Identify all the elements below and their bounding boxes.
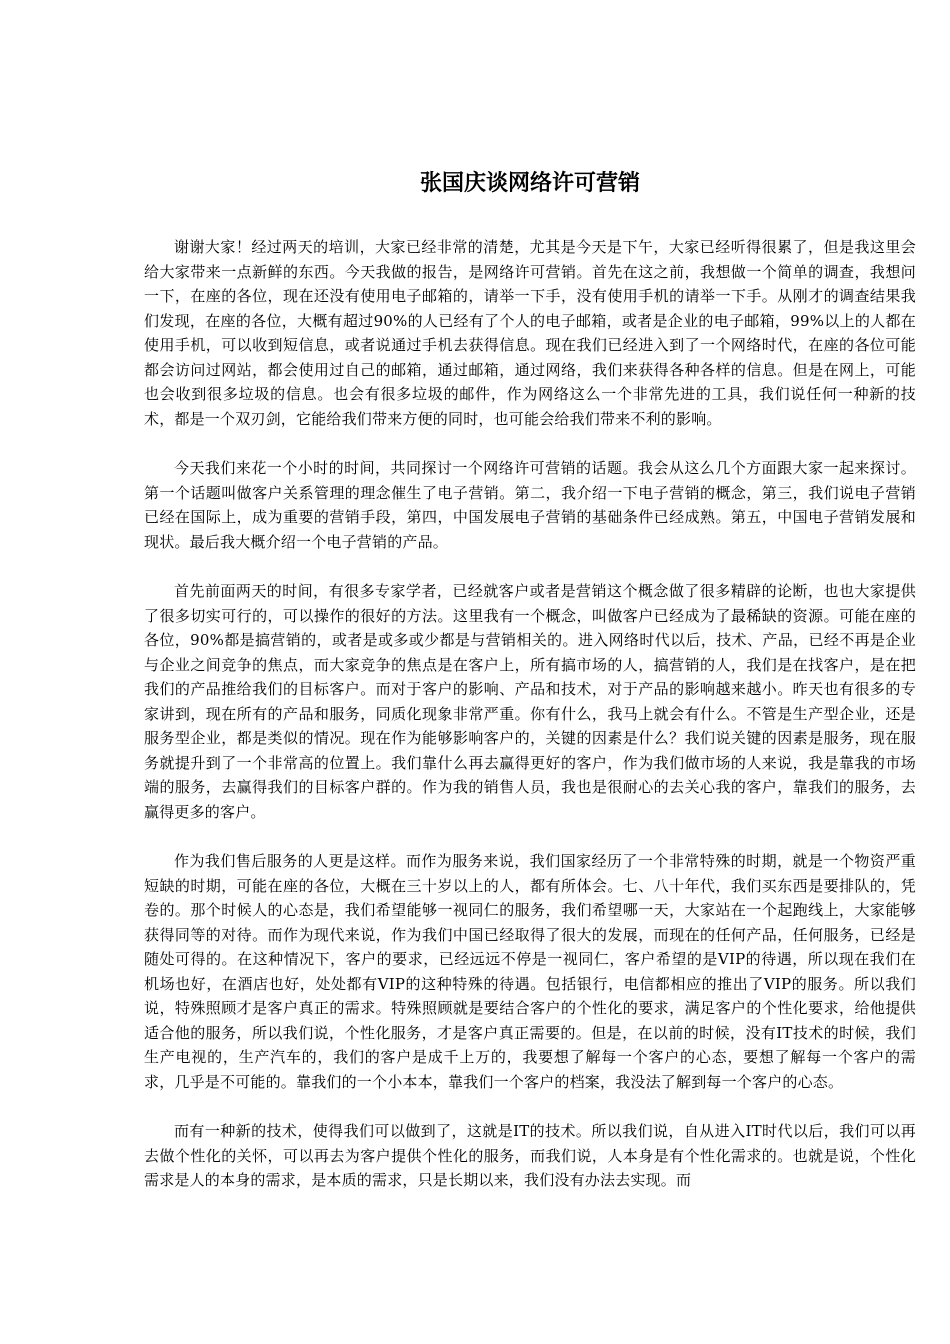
paragraph-3: 首先前面两天的时间，有很多专家学者，已经就客户或者是营销这个概念做了很多精辟的论断，也也大家提供了很多切实可行的，可以操作的很好的方法。这里我有一个概念，叫做客户已经成为了最稀缺的资源。可能在座的各位，90%都是搞营销的，或者是或多或少都是与营销相关的。进入网络时代以后，技术、产品，已经不再是企业与企业之间竞争的焦点，而大家竞争的焦点是在客户上，所有搞市场的人，搞营销的人，我们是在找客户，是在把我们的产品推给我们的目标客户。而对于客户的影响、产品和技术，对于产品的影响越来越小。昨天也有很多的专家讲到，现在所有的产品和服务，同质化现象非常严重。你有什么，我马上就会有什么。不管是生产型企业，还是服务型企业，都是类似的情况。现在作为能够影响客户的，关键的因素是什么？我们说关键的因素是服务，现在服务就提升到了一个非常高的位置上。我们靠什么再去赢得更好的客户，作为我们做市场的人来说，我是靠我的市场端的服务，去赢得我们的目标客户群的。作为我的销售人员，我也是很耐心的去关心我的客户，靠我们的服务，去赢得更多的客户。 bbox=[144, 582, 916, 821]
paragraph-2: 今天我们来花一个小时的时间，共同探讨一个网络许可营销的话题。我会从这么几个方面跟大家一起来探讨。第一个话题叫做客户关系管理的理念催生了电子营销。第二，我介绍一下电子营销的概念，第三，我们说电子营销已经在国际上，成为重要的营销手段，第四，中国发展电子营销的基础条件已经成熟。第五，中国电子营销发展和现状。最后我大概介绍一个电子营销的产品。 bbox=[144, 459, 916, 551]
document-title: 张国庆谈网络许可营销 bbox=[419, 171, 640, 196]
document-body bbox=[144, 235, 916, 1218]
paragraph-4: 作为我们售后服务的人更是这样。而作为服务来说，我们国家经历了一个非常特殊的时期，就是一个物资严重短缺的时期，可能在座的各位，大概在三十岁以上的人，都有所体会。七、八十年代，我们买东西是要排队的，凭卷的。那个时候人的心态是，我们希望能够一视同仁的服务，我们希望哪一天，大家站在一个起跑线上，大家能够获得同等的对待。而作为现代来说，作为我们中国已经取得了很大的发展，而现在的任何产品，任何服务，已经是随处可得的。在这种情况下，客户的要求，已经远远不停是一视同仁，客户希望的是VIP的待遇，所以现在我们在机场也好，在酒店也好，处处都有VIP的这种特殊的待遇。包括银行，电信都相应的推出了VIP的服务。所以我们说，特殊照顾才是客户真正的需求。特殊照顾就是要结合客户的个性化的要求，满足客户的个性化要求，给他提供适合他的服务，所以我们说，个性化服务，才是客户真正需要的。但是，在以前的时候，没有IT技术的时候，我们生产电视的，生产汽车的，我们的客户是成千上万的，我要想了解每一个客户的心态，要想了解每一个客户的需求，几乎是不可能的。靠我们的一个小本本，靠我们一个客户的档案，我没法了解到每一个客户的心态。 bbox=[144, 852, 916, 1091]
paragraph-1: 谢谢大家！经过两天的培训，大家已经非常的清楚，尤其是今天是下午，大家已经听得很累了，但是我这里会给大家带来一点新鲜的东西。今天我做的报告，是网络许可营销。首先在这之前，我想做一个简单的调查，我想问一下，在座的各位，现在还没有使用电子邮箱的，请举一下手，没有使用手机的请举一下手。从刚才的调查结果我们发现，在座的各位，大概有超过90%的人已经有了个人的电子邮箱，或者是企业的电子邮箱，99%以上的人都在使用手机，可以收到短信息，或者说通过手机去获得信息。现在我们已经进入到了一个网络时代，在座的各位可能都会访问过网站，都会使用过自己的邮箱，通过邮箱，通过网络，我们来获得各种各样的信息。但是在网上，可能也会收到很多垃圾的信息。也会有很多垃圾的邮件，作为网络这么一个非常先进的工具，我们说任何一种新的技术，都是一个双刃剑，它能给我们带来方便的同时，也可能会给我们带来不利的影响。 bbox=[144, 238, 916, 428]
paragraph-5: 而有一种新的技术，使得我们可以做到了，这就是IT的技术。所以我们说，自从进入IT时代以后，我们可以再去做个性化的关怀，可以再去为客户提供个性化的服务，而我们说，人本身是有个性化需求的。也就是说，个性化需求是人的本身的需求，是本质的需求，只是长期以来，我们没有办法去实现。而 bbox=[144, 1122, 916, 1189]
